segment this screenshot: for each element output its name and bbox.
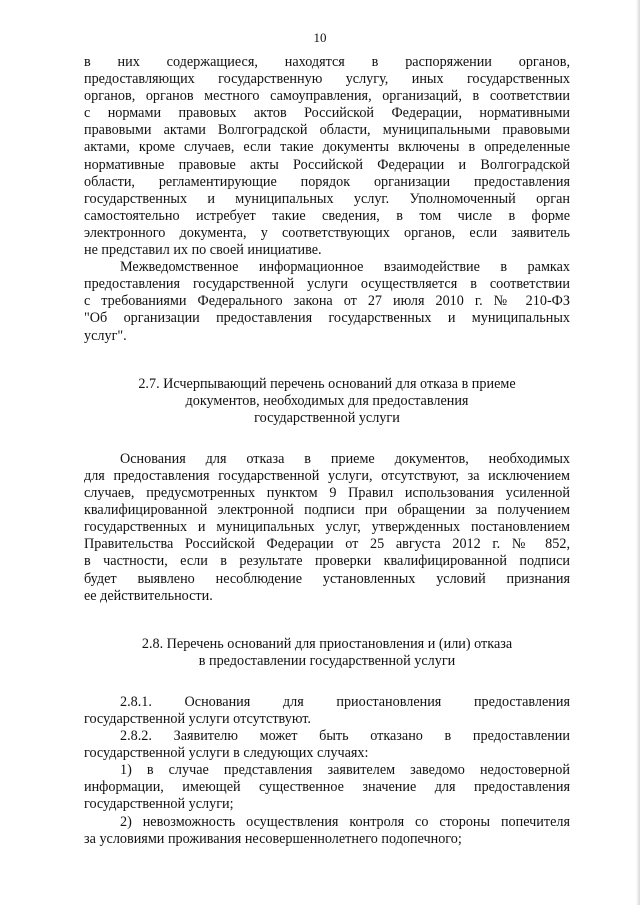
text-line: в частности, если в результате проверки квалифицированной подписи xyxy=(84,553,570,570)
refusal-case-1 xyxy=(84,762,570,813)
text-line: 2.8.1. Основания для приостановления предоставления xyxy=(120,693,570,710)
text-line: предоставления государственной услуги осуществляется в соответствии xyxy=(84,276,570,293)
text-line: нормативные правовые акты Российской Федерации и Волгоградской xyxy=(84,156,570,173)
text-line: не представил их по своей инициативе. xyxy=(84,242,322,259)
text-line: за условиями проживания несовершеннолетнего подопечного; xyxy=(84,830,462,847)
text-line: 1) в случае представления заявителем заведомо недостоверной xyxy=(120,762,570,779)
text-line: государственной услуги отсутствуют. xyxy=(84,711,311,727)
text-line: услуг". xyxy=(84,327,127,344)
text-line: 2) невозможность осуществления контроля со стороны попечителя xyxy=(120,813,570,830)
heading-line: документов, необходимых для предоставления xyxy=(185,392,469,409)
text-line: Межведомственное информационное взаимодействие в рамках xyxy=(120,259,570,276)
text-line: Правительства Российской Федерации от 25 августа 2012 г. № 852, xyxy=(84,536,570,553)
section-heading-2-8 xyxy=(84,636,570,670)
text-line: электронного документа, у соответствующих органов, если заявитель xyxy=(84,224,570,241)
text-line: государственной услуги в следующих случаях: xyxy=(84,745,369,762)
text-line: в них содержащиеся, находятся в распоряжении органов, xyxy=(84,54,570,70)
scan-edge-shadow xyxy=(636,0,640,905)
text-line: государственных и муниципальных услуг, утвержденных постановлением xyxy=(84,519,570,536)
text-line: с требованиями Федерального закона от 27 июля 2010 г. № 210-ФЗ xyxy=(84,293,570,310)
text-line: будет выявлено несоблюдение установленных условий признания xyxy=(84,570,570,587)
text-line: с нормами правовых актов Российской Федерации, нормативными xyxy=(84,105,570,122)
text-line: самостоятельно истребует такие сведения, в том числе в форме xyxy=(84,207,570,224)
text-line: органов, органов местного самоуправления, организаций, в соответствии xyxy=(84,88,570,105)
text-line: актами, кроме случаев, если такие документы включены в определенные xyxy=(84,139,570,156)
page-number: 10 xyxy=(313,30,327,45)
text-line: информации, имеющей существенное значение для предоставления xyxy=(84,779,570,796)
heading-line: 2.8. Перечень оснований для приостановления и (или) отказа xyxy=(141,635,513,652)
text-line: государственной услуги; xyxy=(84,796,234,813)
text-line: правовыми актами Волгоградской области, муниципальными правовыми xyxy=(84,122,570,139)
text-line: 2.8.2. Заявителю может быть отказано в предоставлении xyxy=(120,728,570,745)
text-line: государственных и муниципальных услуг. Уполномоченный орган xyxy=(84,190,570,207)
text-line: "Об организации предоставления государственных и муниципальных xyxy=(84,310,570,327)
paragraph-interagency-interaction xyxy=(84,259,570,344)
text-line: квалифицированной электронной подписи при обращении за получением xyxy=(84,502,570,519)
refusal-case-2 xyxy=(84,814,570,848)
paragraph-interagency-documents xyxy=(84,54,570,259)
heading-line: в предоставлении государственной услуги xyxy=(198,652,456,669)
text-line: ее действительности. xyxy=(84,587,213,604)
paragraph-refusal-grounds xyxy=(84,451,570,605)
heading-line: государственной услуги xyxy=(254,409,400,426)
text-line: предоставляющих государственную услугу, иных государственных xyxy=(84,71,570,88)
heading-line: 2.7. Исчерпывающий перечень оснований для отказа в приеме xyxy=(138,375,516,392)
item-2-8-1 xyxy=(84,694,570,728)
item-2-8-2 xyxy=(84,728,570,762)
text-line: случаев, предусмотренных пунктом 9 Правил использования усиленной xyxy=(84,485,570,502)
text-line: Основания для отказа в приеме документов, необходимых xyxy=(120,450,570,467)
text-line: для предоставления государственной услуги, отсутствуют, за исключением xyxy=(84,467,570,484)
text-line: области, регламентирующие порядок организации предоставления xyxy=(84,173,570,190)
section-heading-2-7 xyxy=(84,376,570,427)
document-body xyxy=(84,54,570,848)
